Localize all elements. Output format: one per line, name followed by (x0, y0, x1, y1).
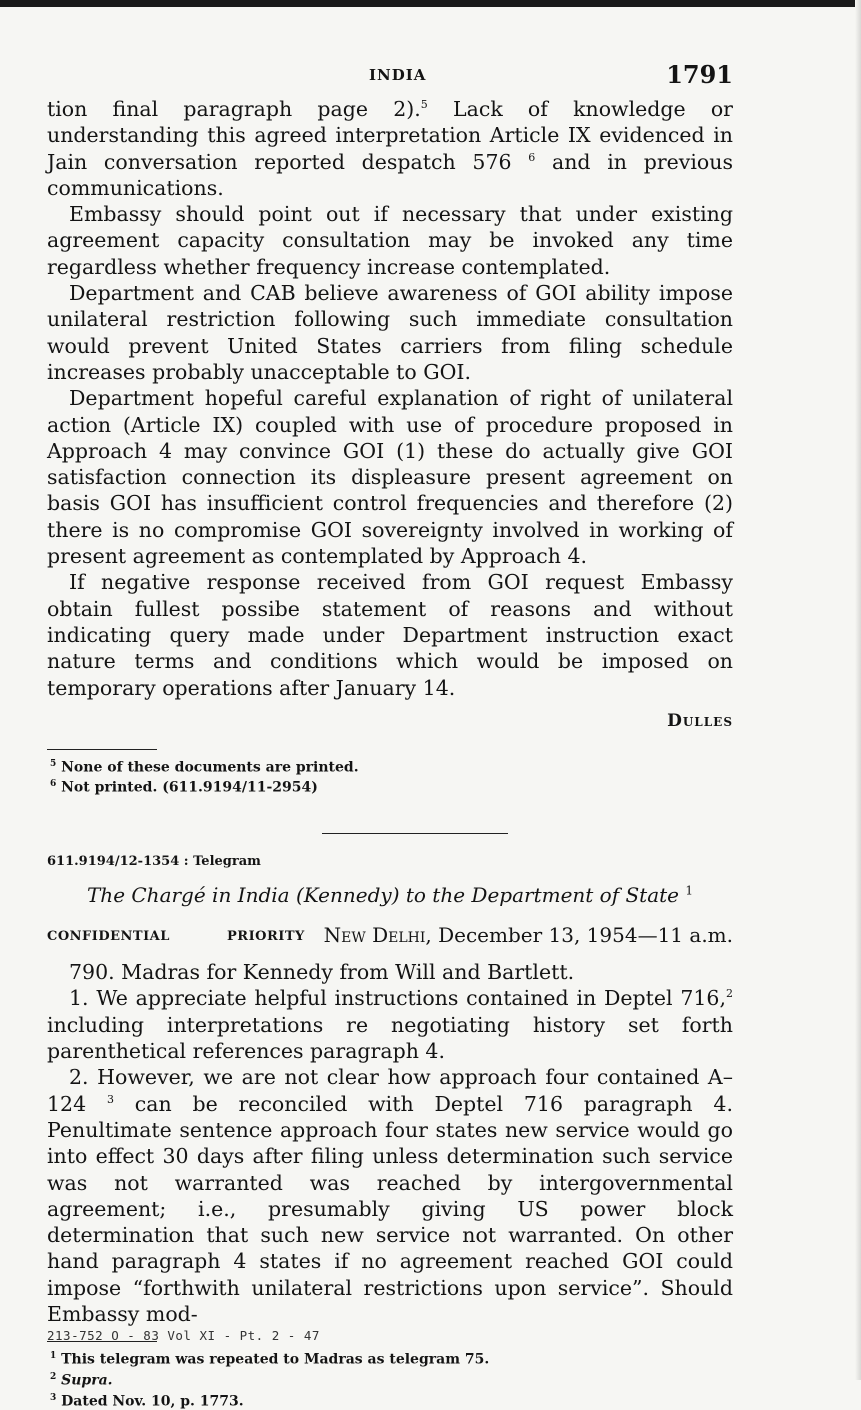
paragraph-negative-response: If negative response received from GOI request Embassy obtain fullest possibe statement of reasons and without indicating query made under Department instruction exact nature terms and conditions which would be imposed on temporary operations after January 14. (47, 570, 733, 700)
footnote-ref-3: 3 (106, 1092, 114, 1106)
footnote-3: $^3$ Dated Nov. 10, p. 1773. (50, 1392, 244, 1410)
running-head-title: INDIA (369, 66, 427, 84)
document-page (47, 60, 733, 1410)
document-title: The Chargé in India (Kennedy) to the Department of State $^1$ (86, 883, 694, 908)
classification: CONFIDENTIAL (47, 929, 170, 945)
print-code: 213-752 O - 83 Vol XI - Pt. 2 - 47 (47, 1328, 320, 1343)
footnote-1: $^1$ This telegram was repeated to Madras as telegram 75. (50, 1351, 490, 1368)
paragraph-department-hopeful: Department hopeful careful explanation of right of unilateral action (Article IX) coupled with use of procedure proposed in Approach 4 may convince GOI (1) these do actually give GOI satisfaction connection its displeasure present agreement on basis GOI has insufficient control frequencies and therefore (2) there is no compromise GOI sovereignty involved in working of present agreement as contemplated by Approach 4. (47, 386, 733, 569)
section-divider (322, 833, 508, 834)
footnote-5: $^5$ None of these documents are printed. (50, 758, 359, 776)
scan-right-edge (855, 0, 861, 1380)
signature: Dulles (667, 710, 733, 731)
footnote-ref-5: 5 (420, 98, 428, 112)
priority: PRIORITY (227, 929, 305, 945)
dateline: New Delhi, December 13, 1954—11 a.m. (323, 923, 733, 948)
paragraph-embassy: Embassy should point out if necessary that under existing agreement capacity consultation may be invoked any time regardless whether frequency increase contemplated. (47, 202, 733, 279)
paragraph-790: 790. Madras for Kennedy from Will and Bartlett. (69, 960, 575, 985)
document-id: 611.9194/12-1354 : Telegram (47, 854, 261, 870)
footnote-6: $^6$ Not printed. (611.9194/11-2954) (50, 779, 318, 797)
paragraph-1: 1. We appreciate helpful instructions contained in Deptel 716,$^2$ including interpretations re negotiating history set forth parenthetical references paragraph 4. (47, 986, 733, 1064)
paragraph-continuation: tion final paragraph page 2).$^5$ Lack of knowledge or understanding this agreed interpretation Article IX evidenced in Jain conversation reported despatch 576 $^6$ and in previous communications. (47, 97, 733, 200)
paragraph-2: 2. However, we are not clear how approach four contained A–124 $^3$ can be reconciled with Deptel 716 paragraph 4. Penultimate sentence approach four states new service would go into effect 30 days after filing unless determination such service was not warranted was reached by intergovernmental agreement; i.e., presumably giving US power block determination that such new service not warranted. On other hand paragraph 4 states if no agreement reached GOI could impose “forthwith unilateral restrictions upon service”. Should Embassy mod- (47, 1065, 733, 1326)
footnotes-telegram (47, 1341, 733, 1410)
footnote-divider (47, 749, 157, 750)
page-number: 1791 (666, 60, 733, 89)
running-head (47, 60, 733, 96)
paragraph-department-cab: Department and CAB believe awareness of GOI ability impose unilateral restriction following such immediate consultation would prevent United States carriers from filing schedule increases probably unacceptable to GOI. (47, 281, 733, 384)
footnote-ref-6: 6 (528, 150, 536, 164)
footnote-ref-2: 2 (726, 987, 733, 1001)
footnote-2: $^2$ Supra. (50, 1371, 113, 1389)
scan-top-border (0, 0, 861, 7)
footnote-ref-1: 1 (685, 883, 694, 898)
telegram-header (47, 923, 733, 953)
